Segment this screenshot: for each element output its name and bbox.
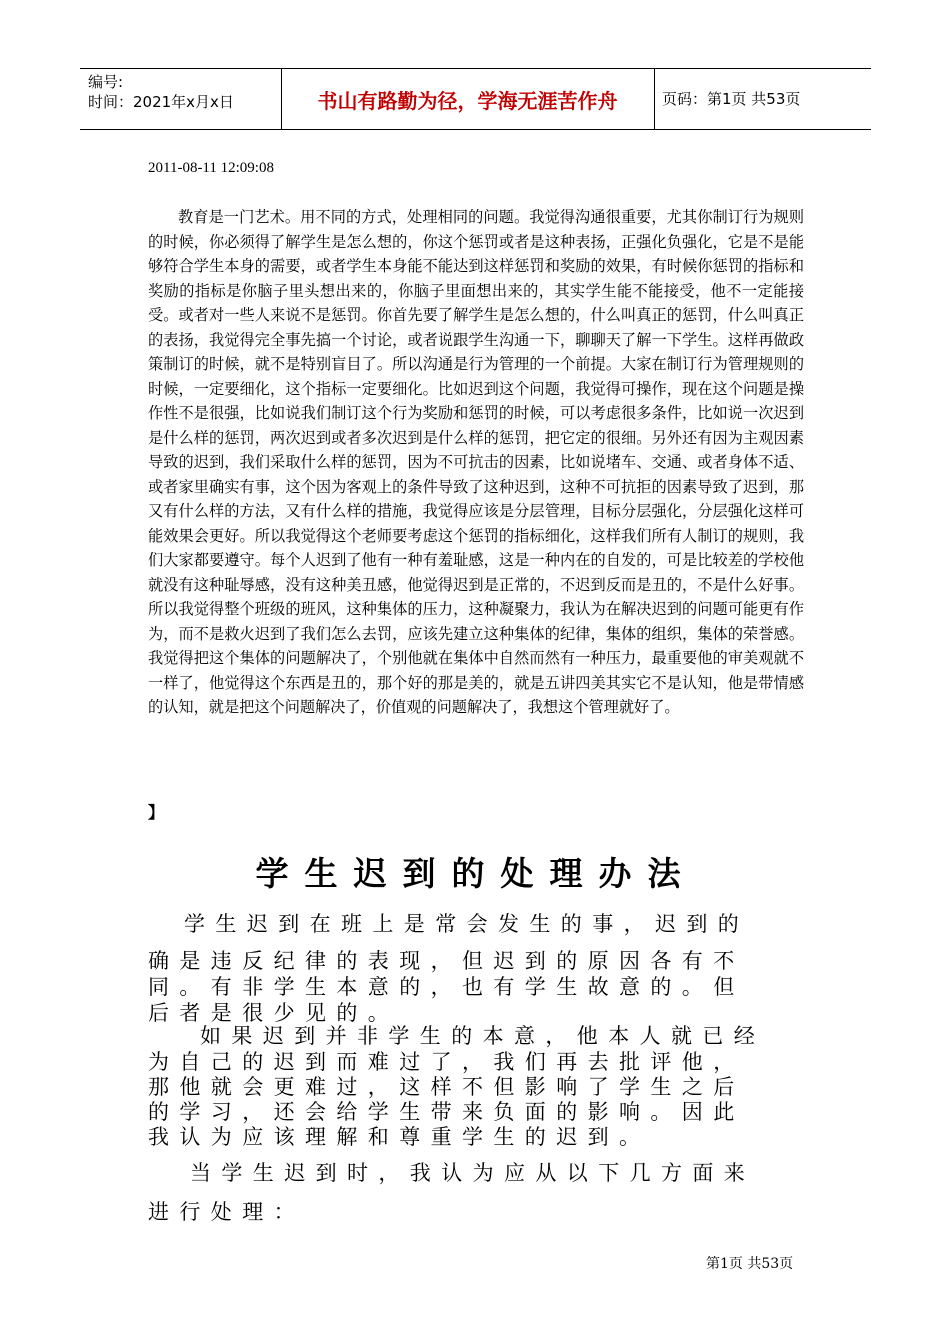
spaced-line: 的学习，还会给学生带来负面的影响。因此 xyxy=(148,1100,745,1124)
header-divider xyxy=(654,68,655,130)
page-title: 学生迟到的处理办法 xyxy=(255,854,697,893)
closing-bracket: 】 xyxy=(148,803,165,822)
body-paragraph: 教育是一门艺术。用不同的方式，处理相同的问题。我觉得沟通很重要，尤其你制订行为规则的时候，你必须得了解学生是怎么想的，你这个惩罚或者是这种表扬，正强化负强化，它是不是能够符合学生本身的需要，或者学生本身能不能达到这样惩罚和奖励的效果，有时候你惩罚的指标和奖励的指标是你脑子里头想出来的，你脑子里面想出来的，其实学生能不能接受，他不一定能接受。或者对一些人来说不是惩罚。你首先要了解学生是怎么想的，什么叫真正的惩罚，什么叫真正的表扬，我觉得完全事先搞一个讨论，或者说跟学生沟通一下，聊聊天了解一下学生。这样再做政策制订的时候，就不是特别盲目了。所以沟通是行为管理的一个前提。大家在制订行为管理规则的时候，一定要细化，这个指标一定要细化。比如迟到这个问题，我觉得可操作，现在这个问题是操作性不是很强，比如说我们制订这个行为奖励和惩罚的时候，可以考虑很多条件，比如说一次迟到是什么样的惩罚，两次迟到或者多次迟到是什么样的惩罚，把它定的很细。另外还有因为主观因素导致的迟到，我们采取什么样的惩罚，因为不可抗击的因素，比如说堵车、交通、或者身体不适、或者家里确实有事，这个因为客观上的条件导致了这种迟到，这种不可抗拒的因素导致了迟到，那又有什么样的方法，又有什么样的措施，我觉得应该是分层管理，目标分层强化，分层强化这样可能效果会更好。所以我觉得这个老师要考虑这个惩罚的指标细化，这样我们所有人制订的规则，我们大家都要遵守。每个人迟到了他有一种有羞耻感，这是一种内在的自发的，可是比较差的学校他就没有这种耻辱感，没有这种美丑感，他觉得迟到是正常的，不迟到反而是丑的，不是什么好事。所以我觉得整个班级的班风，这种集体的压力，这种凝聚力，我认为在解决迟到的问题可能更有作为，而不是救火迟到了我们怎么去罚，应该先建立这种集体的纪律，集体的组织，集体的荣誉感。我觉得把这个集体的问题解决了，个别他就在集体中自然而然有一种压力，最重要他的审美观就不一样了，他觉得这个东西是丑的，那个好的那是美的，就是五讲四美其实它不是认知，他是带情感的认知，就是把这个问题解决了，价值观的问题解决了，我想这个管理就好了。 xyxy=(148,208,804,716)
spaced-line: 我认为应该理解和尊重学生的迟到。 xyxy=(148,1125,651,1149)
spaced-line: 同。有非学生本意的，也有学生故意的。但 xyxy=(148,975,745,999)
spaced-line: 那他就会更难过，这样不但影响了学生之后 xyxy=(148,1075,745,1099)
spaced-line: 当学生迟到时，我认为应从以下几方面来 xyxy=(190,1161,756,1185)
document-time-label: 时间：2021年x月x日 xyxy=(88,93,234,111)
document-number-label: 编号: xyxy=(88,73,124,91)
header-page-label: 页码：第1页 共53页 xyxy=(662,90,801,108)
page-footer: 第1页 共53页 xyxy=(706,1256,794,1272)
spaced-line: 为自己的迟到而难过了，我们再去批评他， xyxy=(148,1050,745,1074)
spaced-line: 进行处理： xyxy=(148,1200,305,1224)
spaced-line: 学生迟到在班上是常会发生的事，迟到的 xyxy=(184,912,750,936)
header-meta xyxy=(88,72,234,112)
header-motto: 书山有路勤为径，学海无涯苦作舟 xyxy=(317,88,618,113)
spaced-line: 如果迟到并非学生的本意，他本人就已经 xyxy=(200,1024,766,1048)
timestamp: 2011-08-11 12:09:08 xyxy=(148,160,274,176)
spaced-line: 后者是很少见的。 xyxy=(148,1001,400,1025)
spaced-line: 确是违反纪律的表现，但迟到的原因各有不 xyxy=(148,949,745,973)
